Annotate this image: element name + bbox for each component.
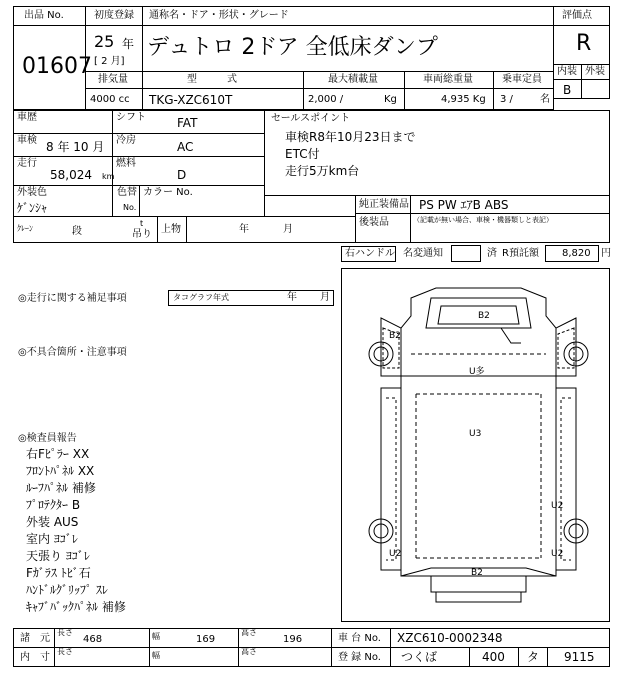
shift-value: FAT	[177, 116, 198, 130]
fuel-cell	[112, 156, 265, 186]
loading-label-cell	[157, 216, 187, 243]
fuel-label: 燃料	[116, 158, 136, 169]
tachograph-cell	[168, 290, 334, 306]
rating-label-cell	[553, 6, 610, 26]
mileage-label: 走行	[17, 158, 37, 169]
length-value: 468	[83, 634, 103, 645]
history-cell	[13, 110, 113, 134]
aftermarket-label-cell	[355, 213, 411, 243]
truck-diagram	[341, 268, 610, 622]
shift-cell	[112, 110, 265, 134]
interior-label: 内装	[557, 66, 577, 77]
driving-notes-label: ◎走行に関する補足事項	[18, 293, 127, 304]
max-load-unit: Kg	[384, 94, 397, 105]
inner-length-label: 長さ	[57, 647, 73, 656]
color-change-cell	[112, 185, 140, 217]
color-no-cell	[139, 185, 265, 217]
rating-cell	[553, 25, 610, 65]
reg-label-cell	[331, 647, 391, 667]
inspector-line: ﾙｰﾌﾊﾟﾈﾙ 補修	[26, 481, 96, 495]
loading-label: 上物	[161, 224, 181, 235]
first-reg-label-cell	[85, 6, 143, 26]
inner-length-cell	[54, 647, 150, 667]
type-cell	[142, 88, 304, 110]
recycle-label: R預託額	[502, 248, 539, 259]
model-name: デュトロ 2ドア 全低床ダンプ	[147, 35, 438, 60]
handle-label: 右ハンドル	[345, 248, 395, 259]
inspection-cell	[13, 133, 113, 157]
type-value: TKG-XZC610T	[149, 93, 233, 107]
inner-width-cell	[149, 647, 239, 667]
lot-no-label-cell	[13, 6, 86, 26]
inspector-line: ﾌﾟﾛﾃｸﾀｰ B	[26, 498, 81, 512]
displacement-cell	[85, 88, 143, 110]
loading-date-cell	[186, 216, 356, 243]
shift-label: シフト	[116, 112, 146, 123]
inspector-line: 天張り ﾖｺﾞﾚ	[26, 549, 90, 563]
inspection-value: 8 年 10 月	[46, 140, 105, 154]
reg-number: 9115	[564, 650, 595, 664]
first-reg-cell	[85, 25, 143, 72]
chassis-label: 車 台 No.	[338, 633, 381, 644]
tachograph-year: 年	[287, 292, 297, 303]
interior-label-cell	[553, 64, 582, 80]
max-load-label-cell	[303, 71, 405, 89]
sales-points-box	[264, 110, 610, 196]
genuine-value: PS PW ｴｱB ABS	[419, 198, 509, 212]
recycle-mark: 済	[487, 248, 497, 259]
model-name-cell	[142, 25, 554, 72]
chassis-cell	[390, 628, 610, 648]
ext-color-label: 外装色	[17, 187, 47, 198]
diagram-mark-u2-rear: U2	[551, 549, 564, 559]
diagram-mark-b2-front: B2	[478, 311, 490, 321]
diagram-mark-b2-rear: B2	[471, 568, 483, 578]
chassis-value: XZC610-0002348	[397, 631, 503, 645]
history-label: 車歴	[17, 112, 37, 123]
reg-class: 400	[482, 650, 505, 664]
reg-area-cell	[390, 647, 470, 667]
sales-points-label: セールスポイント	[271, 113, 351, 124]
exterior-label-cell	[581, 64, 610, 80]
inspector-line: ﾌﾛﾝﾄﾊﾟﾈﾙ XX	[26, 464, 95, 478]
rating-value: R	[576, 31, 592, 56]
type-label: 型 式	[187, 74, 237, 85]
capacity: 3 /	[500, 94, 513, 105]
loading-year: 年	[239, 224, 249, 235]
name-change-box	[451, 245, 481, 262]
aftermarket-note: （記載が無い場合、車検・機器類しと表記）	[413, 216, 553, 224]
first-reg-month: [ 2 月]	[94, 56, 125, 67]
ext-color-value: ｹﾞﾝｼｬ	[17, 201, 48, 215]
lot-no: 01607	[22, 54, 92, 79]
mileage-value: 58,024	[50, 168, 92, 182]
inspector-line: 右Fﾋﾟﾗｰ XX	[26, 447, 90, 461]
genuine-label: 純正装備品	[359, 199, 409, 210]
inspector-line: ｷｬﾌﾞﾊﾞｯｸﾊﾟﾈﾙ 補修	[26, 600, 126, 614]
model-label: 通称名・ドア・形状・グレード	[149, 10, 289, 21]
crane-cell	[13, 216, 158, 243]
interior-value-cell	[553, 79, 582, 99]
crane-label: ｸﾚｰﾝ	[17, 224, 33, 233]
rating-label: 評価点	[562, 10, 592, 21]
height-cell	[238, 628, 332, 648]
sales-point-line-1: 車検R8年10月23日まで	[285, 130, 416, 144]
width-label: 幅	[152, 632, 160, 641]
inspector-line: ﾊﾝﾄﾞﾙｸﾞﾘｯﾌﾟ ｽﾚ	[26, 583, 108, 597]
reg-kana-cell	[518, 647, 548, 667]
recycle-amount: 8,820	[562, 248, 591, 259]
color-change-label: 色替	[117, 187, 137, 198]
inner-label-cell	[13, 647, 55, 667]
chassis-label-cell	[331, 628, 391, 648]
inner-label: 内 寸	[20, 652, 50, 663]
diagram-mark-u2-right: U2	[551, 501, 564, 511]
crane-stage: 段	[72, 226, 82, 237]
sales-point-line-3: 走行5万km台	[285, 164, 360, 178]
capacity-cell	[493, 88, 554, 110]
reg-area: つくば	[401, 650, 438, 664]
tachograph-month: 月	[320, 292, 330, 303]
reg-kana: タ	[527, 650, 540, 664]
interior-value: B	[563, 83, 572, 97]
recycle-unit: 円	[601, 248, 611, 259]
genuine-cell	[410, 195, 610, 214]
inspector-line: 外装 AUS	[26, 515, 79, 529]
mileage-unit: km	[102, 172, 115, 181]
exterior-value-cell	[581, 79, 610, 99]
color-no-label: カラー No.	[143, 187, 193, 198]
capacity-label: 乗車定員	[502, 74, 542, 85]
inner-height-cell	[238, 647, 332, 667]
first-reg-year-unit: 年	[122, 37, 135, 51]
displacement-label: 排気量	[98, 74, 128, 85]
inspector-label: ◎検査員報告	[18, 433, 77, 444]
model-label-cell	[142, 6, 554, 26]
dims-label-cell	[13, 628, 55, 648]
max-load-cell	[303, 88, 405, 110]
crane-ton: t	[140, 219, 144, 228]
height-label: 高さ	[241, 628, 257, 637]
defects-label: ◎不具合箇所・注意事項	[18, 347, 127, 358]
inner-width-label: 幅	[152, 651, 160, 660]
gross-weight: 4,935 Kg	[441, 94, 486, 105]
inspector-line: Fｶﾞﾗｽ ﾄﾋﾞ石	[26, 566, 91, 580]
handle-cell	[341, 246, 396, 262]
width-value: 169	[196, 634, 216, 645]
crane-hoist: 吊り	[132, 229, 152, 240]
genuine-label-cell	[355, 195, 411, 214]
loading-month: 月	[283, 224, 293, 235]
max-load: 2,000 /	[308, 94, 344, 105]
type-label-cell	[142, 71, 304, 89]
displacement-label-cell	[85, 71, 143, 89]
sales-point-line-2: ETC付	[285, 147, 320, 161]
diagram-mark-u-multi: U多	[469, 367, 485, 377]
ac-value: AC	[177, 140, 194, 154]
reg-class-cell	[469, 647, 519, 667]
inspector-line: 室内 ﾖｺﾞﾚ	[26, 532, 78, 546]
ext-color-cell	[13, 185, 113, 217]
first-reg-year: 25	[94, 32, 115, 51]
diagram-mark-b2-left: B2	[389, 331, 401, 341]
lot-no-cell	[13, 25, 92, 110]
inner-height-label: 高さ	[241, 647, 257, 656]
name-change-label: 名変通知	[403, 248, 443, 259]
length-cell	[54, 628, 150, 648]
aftermarket-label: 後装品	[359, 217, 389, 228]
inspection-label: 車検	[17, 135, 37, 146]
capacity-unit: 名	[540, 94, 550, 105]
reg-label: 登 録 No.	[338, 652, 381, 663]
height-value: 196	[283, 634, 303, 645]
max-load-label: 最大積載量	[328, 74, 378, 85]
capacity-label-cell	[493, 71, 554, 89]
color-change-no: No.	[123, 203, 137, 212]
width-cell	[149, 628, 239, 648]
aftermarket-cell	[410, 213, 610, 243]
first-reg-label: 初度登録	[94, 10, 134, 21]
displacement: 4000 cc	[90, 94, 130, 105]
tachograph-label: タコグラフ年式	[173, 293, 229, 302]
ac-cell	[112, 133, 265, 157]
reg-number-cell	[547, 647, 610, 667]
gross-weight-cell	[404, 88, 494, 110]
length-label: 長さ	[57, 628, 73, 637]
diagram-mark-u3: U3	[469, 429, 482, 439]
dims-label: 諸 元	[20, 633, 50, 644]
ac-label: 冷房	[116, 135, 136, 146]
fuel-value: D	[177, 168, 187, 182]
lot-no-label: 出品 No.	[24, 10, 64, 21]
diagram-mark-u2-left: U2	[389, 549, 402, 559]
gross-weight-label-cell	[404, 71, 494, 89]
recycle-amount-box	[545, 245, 599, 262]
mileage-cell	[13, 156, 113, 186]
gross-weight-label: 車両総重量	[423, 74, 473, 85]
exterior-label: 外装	[585, 66, 605, 77]
